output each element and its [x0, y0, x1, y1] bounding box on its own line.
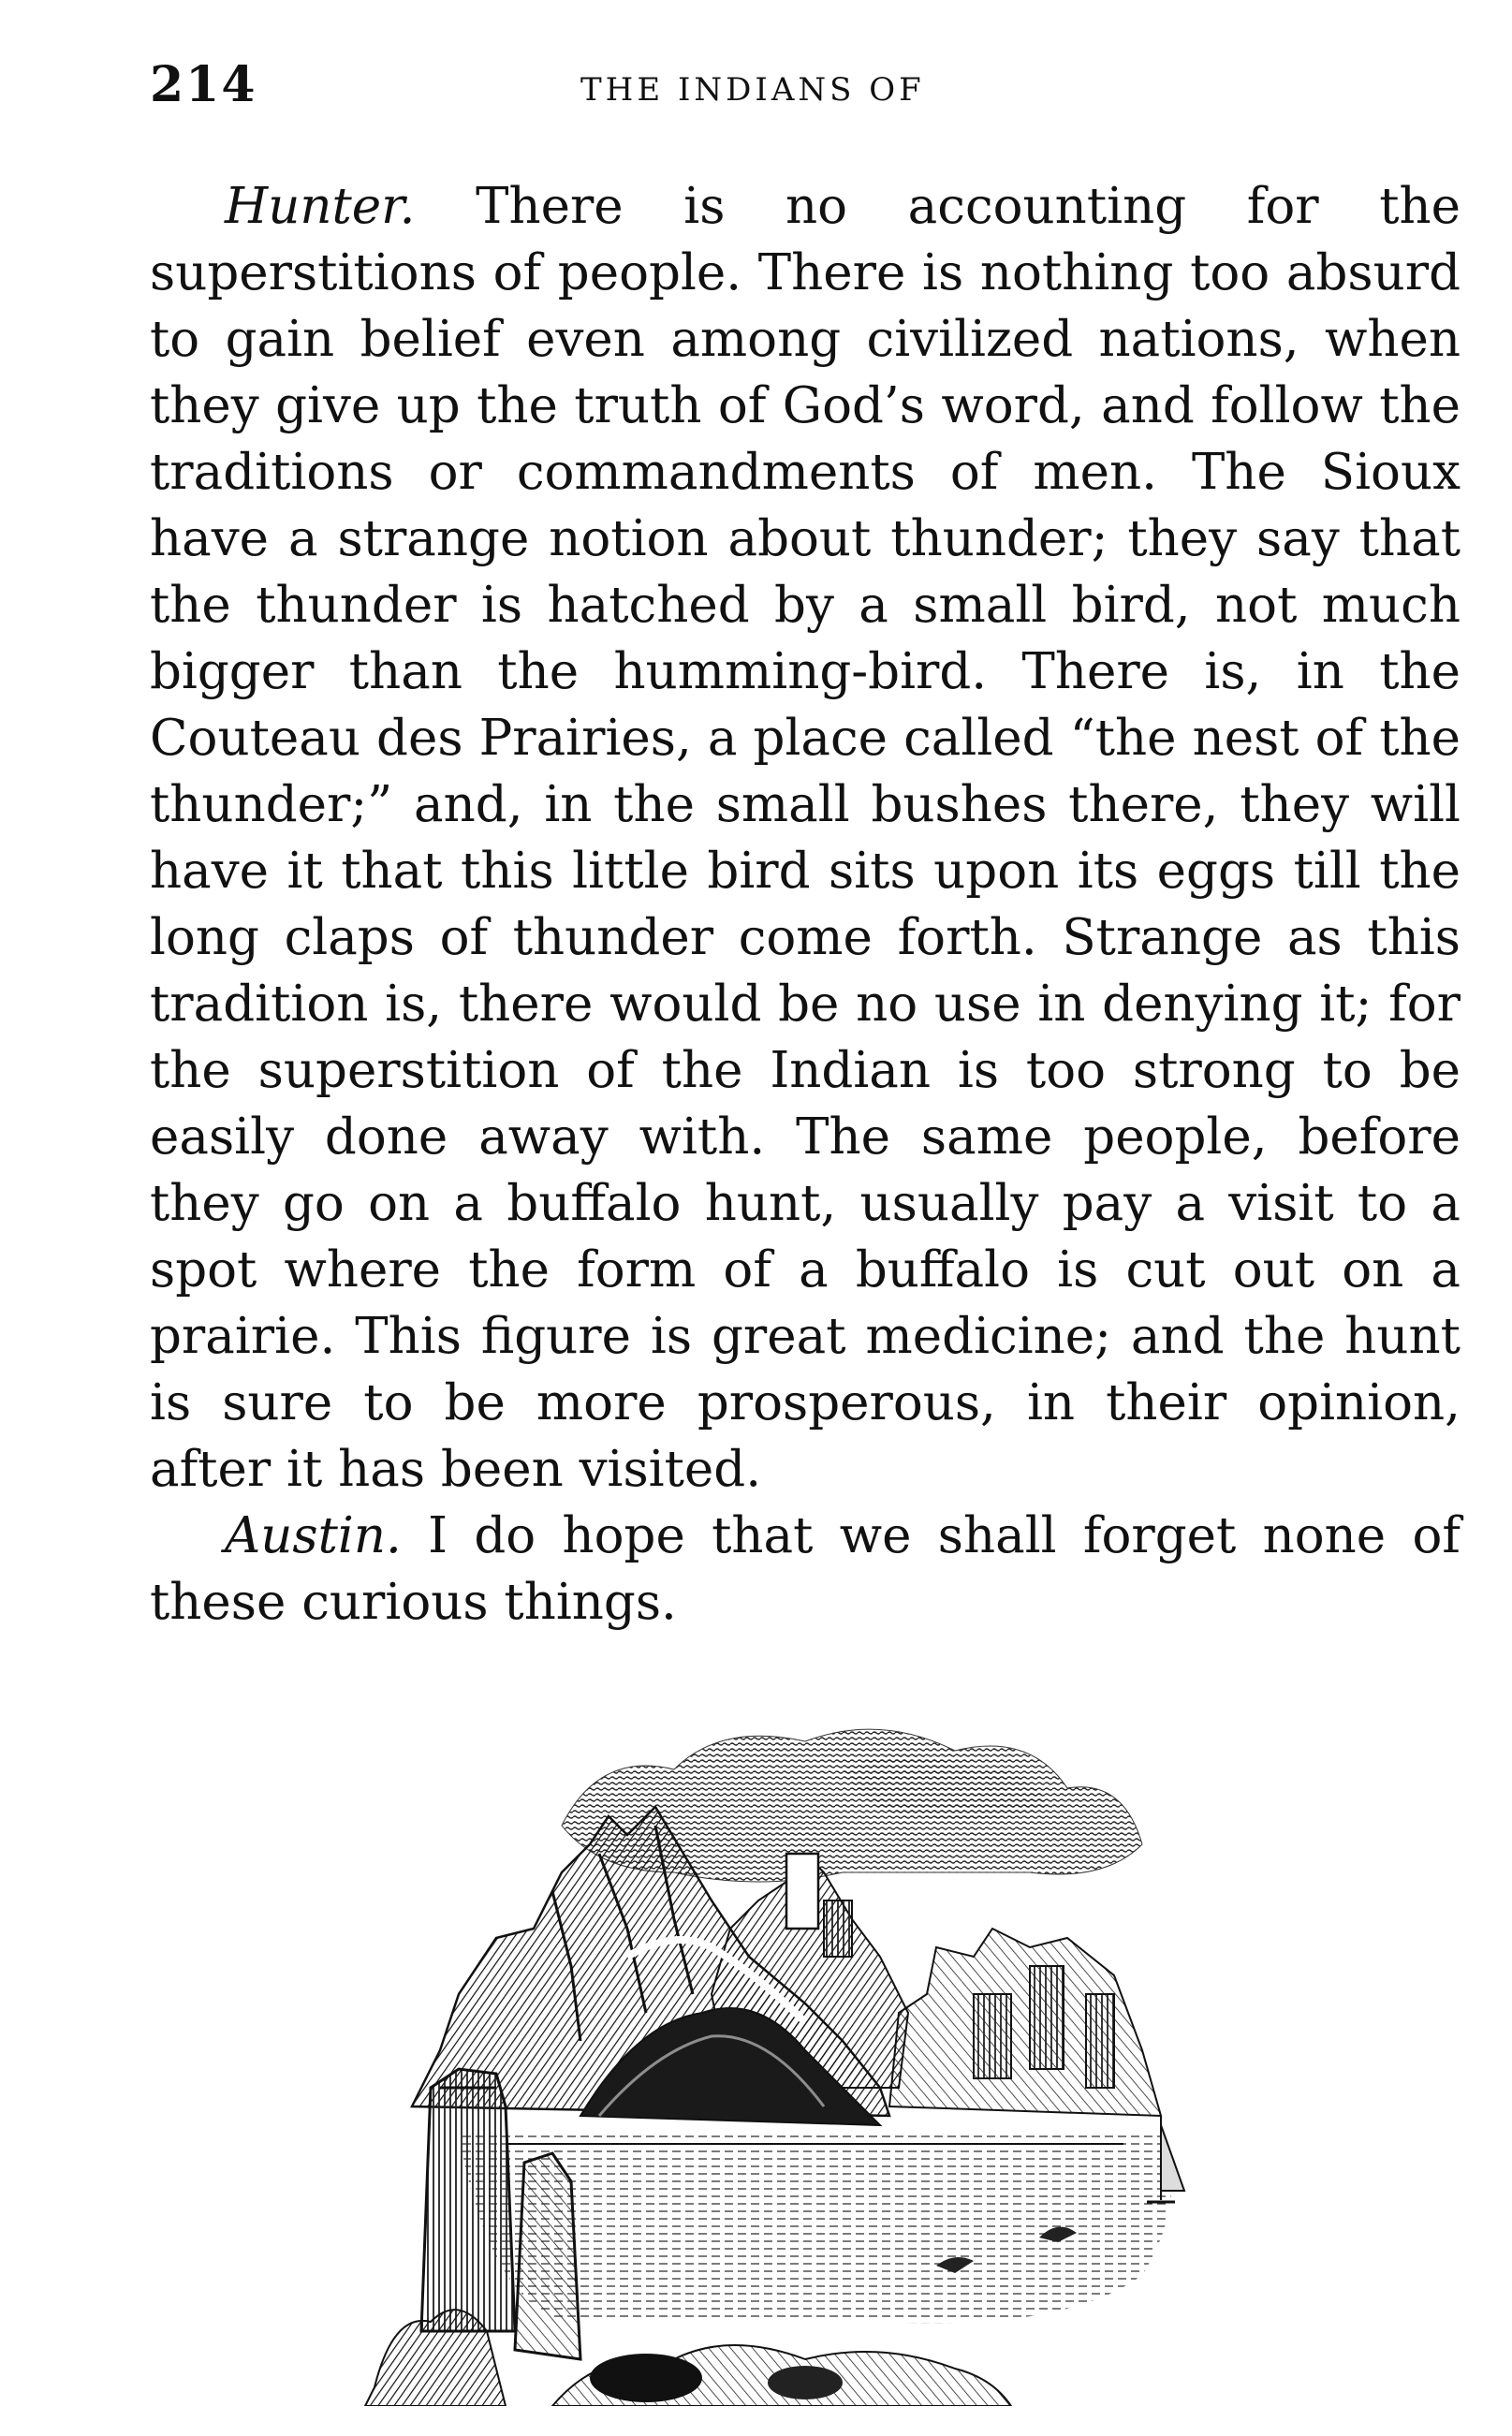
body-text [150, 173, 1461, 1636]
page-number: 214 [150, 56, 257, 113]
paragraph-austin [150, 1503, 1461, 1636]
page-header [150, 56, 1461, 122]
engraving-mountain-lake-icon [318, 1713, 1283, 2406]
paragraph-text: There is no accounting for the superstitions of people. There is nothing too absurd to gain belief even among civilized nations, when they give up the truth of God’s word, and follow the traditions or commandments of men. The Sioux have a strange notion about thunder; they say that the thunder is hatched by a small bird, not much bigger than the humming-bird. There is, in the Couteau des Prairies, a place called “the nest of the thunder;” and, in the small bushes there, they will have it that this little bird sits upon its eggs till the long claps of thunder come forth. Strange as this tradition is, there would be no use in denying it; for the superstition of the Indian is too strong to be easily done away with. The same people, before they go on a buffalo hunt, usually pay a visit to a spot where the form of a buffalo is cut out on a prairie. This figure is great medicine; and the hunt is sure to be more prosperous, in their opinion, after it has been visited. [150, 178, 1461, 1498]
running-head: THE INDIANS OF [580, 71, 925, 109]
speaker-name: Hunter. [225, 178, 416, 235]
speaker-name: Austin. [225, 1507, 402, 1564]
paragraph-hunter [150, 173, 1461, 1503]
paragraph-text: I do hope that we shall forget none of these curious things. [150, 1507, 1461, 1631]
